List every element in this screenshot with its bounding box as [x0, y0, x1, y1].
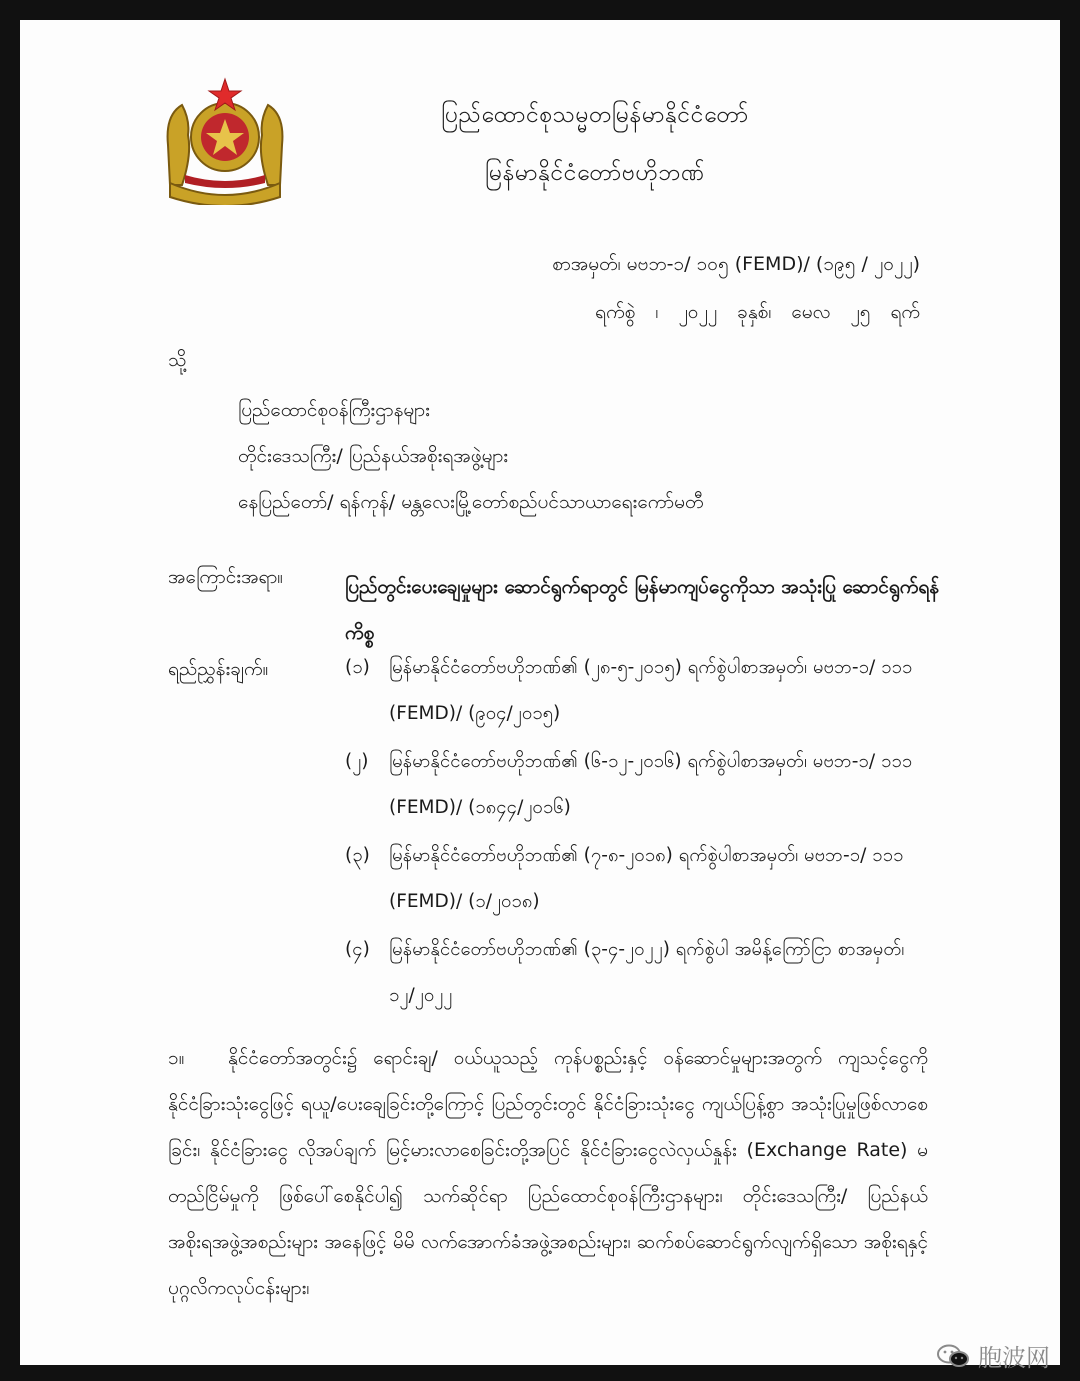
paragraph-text: နိုင်ငံတော်အတွင်း၌ ရောင်းချ/ ဝယ်ယူသည့် ကုန်ပစ္စည်းနှင့် ဝန်ဆောင်မှုများအတွက် ကျသင့်ငွေကို နိုင်ငံခြားသုံးငွေဖြင့် ရယူ/ပေးချေခြင်းတို့ကြောင့် ပြည်တွင်းတွင် နိုင်ငံခြားသုံးငွေ ကျယ်ပြန့်စွာ အသုံးပြုမှုဖြစ်လာစေခြင်း၊ နိုင်ငံခြားငွေ လိုအပ်ချက် မြင့်မားလာစေခြင်းတို့အပြင် နိုင်ငံခြားငွေလဲလှယ်နှုန်း (Exchange Rate) မတည်ငြိမ်မှုကို ဖြစ်ပေါ်စေနိုင်ပါ၍ သက်ဆိုင်ရာ ပြည်ထောင်စုဝန်ကြီးဌာနများ၊ တိုင်းဒေသကြီး/ ပြည်နယ်အစိုးရအဖွဲ့အစည်းများ အနေဖြင့် မိမိ လက်အောက်ခံအဖွဲ့အစည်းများ၊ ဆက်စပ်ဆောင်ရွက်လျက်ရှိသော အစိုးရနှင့်ပုဂ္ဂလိကလုပ်ငန်းများ၊ — [168, 1047, 928, 1299]
reference-num: (၄) — [345, 939, 370, 960]
references-label: ရည်ညွှန်းချက်။ — [168, 658, 269, 680]
subject-text: ပြည်တွင်းပေးချေမှုများ ဆောင်ရွက်ရာတွင် မြန်မာကျပ်ငွေကိုသာ အသုံးပြု ဆောင်ရွက်ရန်ကိစ္စ — [345, 576, 940, 644]
reference-text: မြန်မာနိုင်ငံတော်ဗဟိုဘဏ်၏ (၂၈-၅-၂၀၁၅) ရက်စွဲပါစာအမှတ်၊ မဗဘ-၁/ ၁၁၁ (FEMD)/ (၉၀၄/၂၀၁၅) — [389, 657, 913, 724]
reference-number: စာအမှတ်၊ မဗဘ-၁/ ၁၀၅ (FEMD)/ (၁၉၅ / ၂၀၂၂) — [552, 253, 920, 275]
reference-item — [345, 645, 930, 737]
reference-num: (၂) — [345, 751, 369, 772]
recipient: တိုင်းဒေသကြီး/ ပြည်နယ်အစိုးရအဖွဲ့များ — [238, 445, 509, 467]
reference-num: (၃) — [345, 845, 370, 866]
reference-text: မြန်မာနိုင်ငံတော်ဗဟိုဘဏ်၏ (၇-၈-၂၀၁၈) ရက်စွဲပါစာအမှတ်၊ မဗဘ-၁/ ၁၁၁ (FEMD)/ (၁/၂၀၁၈) — [389, 845, 904, 912]
reference-item — [345, 739, 930, 831]
subject-label: အကြောင်းအရာ။ — [168, 566, 284, 588]
watermark-text: 胞波网 — [978, 1344, 1050, 1372]
watermark — [936, 1338, 1050, 1373]
to-label: သို့ — [168, 349, 187, 371]
reference-num: (၁) — [345, 657, 370, 678]
reference-item — [345, 833, 930, 925]
recipient: ပြည်ထောင်စုဝန်ကြီးဌာနများ — [238, 399, 430, 421]
state-seal-icon — [160, 75, 290, 205]
body-paragraph — [168, 1035, 928, 1311]
reference-item — [345, 927, 930, 1019]
reference-text: မြန်မာနိုင်ငံတော်ဗဟိုဘဏ်၏ (၆-၁၂-၂၀၁၆) ရက်စွဲပါစာအမှတ်၊ မဗဘ-၁/ ၁၁၁ (FEMD)/ (၁၈၄၄/၂၀၁၆) — [389, 751, 913, 818]
references-list — [345, 645, 930, 1021]
letter-date: ရက်စွဲ ၊ ၂၀၂၂ ခုနှစ်၊ မေလ ၂၅ ရက် — [595, 301, 920, 323]
header-country-name: ပြည်ထောင်စုသမ္မတမြန်မာနိုင်ငံတော် — [441, 102, 749, 128]
recipient: နေပြည်တော်/ ရန်ကုန်/ မန္တလေးမြို့တော်စည်ပင်သာယာရေးကော်မတီ — [238, 491, 704, 513]
paragraph-number: ၁။ — [168, 1047, 185, 1069]
header-bank-name: မြန်မာနိုင်ငံတော်ဗဟိုဘဏ် — [485, 160, 705, 186]
document-page — [20, 20, 1060, 1365]
reference-text: မြန်မာနိုင်ငံတော်ဗဟိုဘဏ်၏ (၃-၄-၂၀၂၂) ရက်စွဲပါ အမိန့်ကြော်ငြာ စာအမှတ်၊ ၁၂/၂၀၂၂ — [389, 939, 905, 1006]
wechat-icon — [936, 1344, 970, 1368]
